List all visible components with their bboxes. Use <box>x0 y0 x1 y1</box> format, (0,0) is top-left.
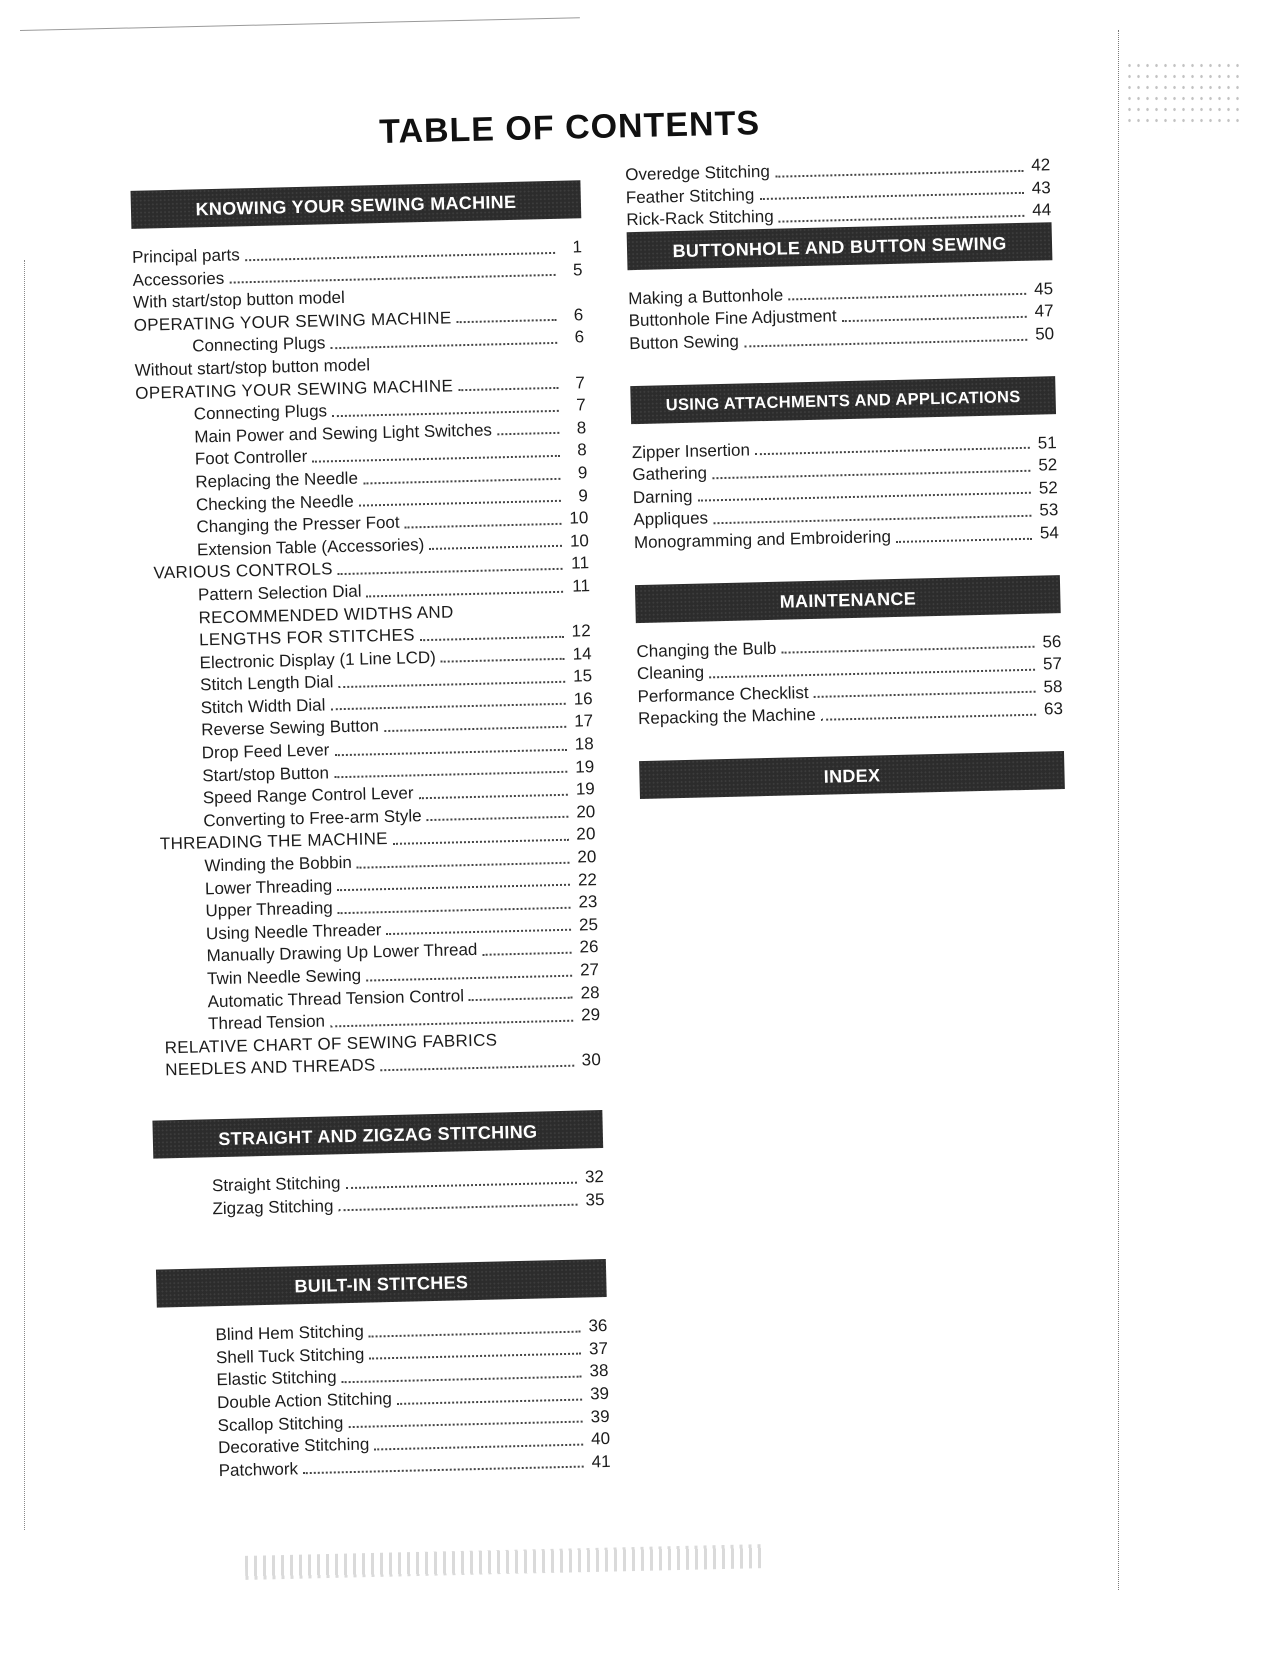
toc-entry-list <box>153 1148 604 1222</box>
toc-entry-label: Replacing the Needle <box>195 468 359 492</box>
dot-leader <box>369 1330 581 1337</box>
dot-leader <box>713 515 1031 524</box>
toc-page-number: 25 <box>578 914 599 935</box>
toc-entry-label: Pattern Selection Dial <box>197 581 362 605</box>
toc-page-number: 16 <box>573 689 593 709</box>
dot-leader <box>441 658 565 663</box>
toc-entry-label: Principal parts <box>131 245 240 267</box>
dot-leader <box>374 1443 583 1450</box>
dot-leader <box>338 907 571 914</box>
toc-page-number: 10 <box>569 530 590 551</box>
toc-section <box>627 222 1055 356</box>
toc-page-number: 29 <box>580 1005 601 1025</box>
toc-entry-label: Scallop Stitching <box>217 1412 344 1435</box>
toc-entry-label: Accessories <box>132 268 225 290</box>
toc-entry-label: Connecting Plugs <box>193 401 328 424</box>
toc-entry-list <box>628 260 1055 356</box>
dot-leader <box>712 470 1030 479</box>
toc-entry-label: Cleaning <box>636 662 705 684</box>
toc-entry-label: Reverse Sewing Button <box>201 716 380 740</box>
dot-leader <box>369 1353 581 1360</box>
toc-entry-list <box>157 1297 611 1484</box>
toc-entry-label: Stitch Width Dial <box>200 695 326 718</box>
toc-entry-label: Darning <box>632 486 693 507</box>
toc-entry-label: Button Sewing <box>629 331 740 354</box>
dot-leader <box>366 974 572 981</box>
toc-entry-label: Changing the Presser Foot <box>196 512 400 537</box>
toc-entry-label: Overedge Stitching <box>625 161 771 185</box>
toc-entry-label: Using Needle Threader <box>205 919 382 944</box>
toc-page-number: 15 <box>572 666 593 686</box>
dot-leader <box>348 1421 582 1429</box>
dot-leader <box>814 691 1036 698</box>
dot-leader <box>384 726 566 732</box>
toc-entry-label: Stitch Length Dial <box>199 672 334 695</box>
toc-entry-label: Foot Controller <box>194 447 308 469</box>
toc-page-number: 40 <box>590 1429 611 1449</box>
dot-leader <box>497 432 559 435</box>
dot-leader <box>896 537 1032 542</box>
toc-entry-label: LENGTHS FOR STITCHES <box>198 625 415 650</box>
toc-entry-label: Connecting Plugs <box>191 333 326 356</box>
toc-page-number: 56 <box>1042 631 1062 652</box>
toc-entry-label: Decorative Stitching <box>217 1434 370 1458</box>
toc-page-number: 50 <box>1034 324 1055 344</box>
toc-column-right <box>625 154 1066 829</box>
toc-page-number: 43 <box>1031 177 1051 198</box>
toc-page-number: 11 <box>570 553 590 573</box>
dot-leader <box>755 447 1030 455</box>
dot-leader <box>429 545 562 550</box>
toc-page-number: 10 <box>569 508 589 528</box>
toc-page-number: 7 <box>575 395 586 415</box>
toc-page-number: 5 <box>572 259 583 280</box>
toc-entry-list <box>636 613 1063 731</box>
toc-section <box>156 1259 611 1484</box>
dot-leader <box>420 635 564 640</box>
toc-page-number: 35 <box>585 1189 605 1210</box>
dot-leader <box>330 703 565 711</box>
dot-leader <box>334 771 567 778</box>
toc-entry-label: Without start/stop button model <box>134 355 371 380</box>
toc-page-number: 54 <box>1039 523 1060 543</box>
toc-entry-label: Elastic Stitching <box>216 1367 337 1390</box>
toc-page-number: 20 <box>577 847 597 867</box>
dot-leader <box>337 884 570 891</box>
toc-entry-label: Winding the Bobbin <box>204 852 353 876</box>
toc-page-number: 39 <box>590 1406 610 1426</box>
dot-leader <box>759 192 1023 200</box>
dot-leader <box>332 410 559 417</box>
dot-leader <box>779 215 1025 223</box>
toc-page-number: 26 <box>579 937 599 957</box>
toc-entry-label: Automatic Thread Tension Control <box>207 985 465 1011</box>
dot-leader <box>788 293 1026 301</box>
toc-page-number: 19 <box>575 779 595 799</box>
dot-leader <box>357 861 570 868</box>
toc-page-number: 58 <box>1043 676 1063 697</box>
toc-page-number: 39 <box>589 1383 610 1404</box>
dot-leader <box>312 455 560 463</box>
toc-page-number: 36 <box>588 1316 608 1336</box>
toc-entry-label: With start/stop button model <box>132 288 345 313</box>
dot-leader <box>458 387 558 391</box>
toc-entry-label: Blind Hem Stitching <box>215 1321 365 1345</box>
toc-entry-list <box>631 414 1059 555</box>
toc-page-number: 52 <box>1038 455 1058 475</box>
toc-page-number: 20 <box>576 801 596 822</box>
toc-entry-label: Straight Stitching <box>211 1173 341 1196</box>
toc-page-number: 51 <box>1037 432 1057 453</box>
toc-entry-label: Converting to Free-arm Style <box>203 806 422 831</box>
toc-entry-label: Rick-Rack Stitching <box>626 206 774 230</box>
dot-leader <box>469 997 573 1001</box>
toc-page-number: 20 <box>576 824 597 845</box>
toc-entry-label: Gathering <box>632 463 708 485</box>
dot-leader <box>781 646 1034 654</box>
toc-entry-label: Upper Threading <box>205 898 333 921</box>
dot-leader <box>359 500 561 507</box>
toc-section <box>630 376 1059 555</box>
section-heading-banner: STRAIGHT AND ZIGZAG STITCHING <box>152 1110 603 1159</box>
section-heading-banner: BUTTONHOLE AND BUTTON SEWING <box>627 222 1053 270</box>
dot-leader <box>482 952 571 956</box>
toc-page-number: 19 <box>575 756 595 777</box>
toc-entry-label: Appliques <box>633 508 709 530</box>
dot-leader <box>405 523 562 529</box>
section-heading-banner: KNOWING YOUR SEWING MACHINE <box>131 180 582 229</box>
toc-entry-label: THREADING THE MACHINE <box>159 829 389 854</box>
toc-page-number: 1 <box>572 237 583 257</box>
dot-leader <box>342 1376 582 1384</box>
toc-page-number: 18 <box>574 734 594 754</box>
toc-page-number: 41 <box>591 1451 611 1472</box>
dot-leader <box>381 1065 575 1072</box>
toc-section <box>131 180 602 1082</box>
section-heading-banner: BUILT-IN STITCHES <box>156 1259 607 1308</box>
toc-page-number: 14 <box>572 643 592 664</box>
toc-entry-label: Zipper Insertion <box>631 439 751 462</box>
dot-leader <box>387 929 572 935</box>
dot-leader <box>419 794 568 800</box>
toc-entry-label: Buttonhole Fine Adjustment <box>628 306 837 331</box>
section-heading-banner: USING ATTACHMENTS AND APPLICATIONS <box>630 376 1056 424</box>
toc-page-number: 28 <box>580 982 600 1003</box>
toc-entry-label: RELATIVE CHART OF SEWING FABRICS <box>164 1030 498 1058</box>
section-heading-banner: MAINTENANCE <box>635 575 1061 623</box>
toc-entry-label: Zigzag Stitching <box>212 1195 334 1218</box>
toc-entry-label: Electronic Display (1 Line LCD) <box>199 647 437 673</box>
toc-entry-label: Drop Feed Lever <box>201 740 330 763</box>
toc-entry-label: Shell Tuck Stitching <box>215 1344 365 1367</box>
toc-page-number: 22 <box>577 869 598 890</box>
toc-page-number: 63 <box>1043 699 1064 719</box>
toc-column-left <box>131 180 612 1522</box>
toc-entry-label: Monogramming and Embroidering <box>633 527 892 553</box>
toc-entry-label: OPERATING YOUR SEWING MACHINE <box>133 308 452 335</box>
toc-entry-label: Twin Needle Sewing <box>206 965 362 989</box>
toc-page-number: 45 <box>1033 278 1054 299</box>
dot-leader <box>457 319 557 323</box>
toc-page-number: 9 <box>577 463 588 483</box>
toc-entry-label: Changing the Bulb <box>636 638 777 661</box>
dot-leader <box>334 748 566 755</box>
toc-page-number: 57 <box>1042 654 1063 674</box>
dot-leader <box>744 338 1027 347</box>
page-title: TABLE OF CONTENTS <box>378 104 761 152</box>
toc-entry-list <box>131 218 601 1082</box>
toc-page-number: 11 <box>572 576 591 596</box>
toc-section <box>639 751 1065 799</box>
toc-page-number: 44 <box>1032 200 1052 220</box>
dot-leader <box>821 714 1036 721</box>
toc-entry-label: Repacking the Machine <box>637 705 816 729</box>
toc-entry-label: Thread Tension <box>207 1011 326 1034</box>
dot-leader <box>842 316 1027 322</box>
toc-page-number: 17 <box>573 711 594 732</box>
toc-entry-list <box>625 154 1051 232</box>
toc-page-number: 38 <box>589 1361 609 1381</box>
dot-leader <box>397 1398 582 1404</box>
toc-entry-label: RECOMMENDED WIDTHS AND <box>198 601 454 627</box>
toc-page-number: 23 <box>578 892 598 912</box>
toc-page-number: 42 <box>1031 155 1051 175</box>
toc-page-number: 30 <box>581 1050 602 1070</box>
dot-leader <box>338 681 565 688</box>
toc-entry-label: Double Action Stitching <box>216 1389 393 1413</box>
toc-page-number: 12 <box>571 621 592 641</box>
toc-page-number: 6 <box>574 327 585 347</box>
dot-leader <box>346 1181 577 1188</box>
toc-section <box>625 154 1051 232</box>
toc-entry-label: Feather Stitching <box>625 184 755 207</box>
toc-entry-label: NEEDLES AND THREADS <box>165 1055 376 1080</box>
dot-leader <box>393 839 569 845</box>
toc-entry-label: Speed Range Control Lever <box>202 783 414 808</box>
toc-entry-label: Making a Buttonhole <box>627 285 784 308</box>
toc-entry-label: Extension Table (Accessories) <box>196 534 425 560</box>
toc-entry-label: Performance Checklist <box>637 682 809 706</box>
toc-page-number: 53 <box>1039 500 1059 520</box>
toc-page-number: 8 <box>576 417 587 438</box>
dot-leader <box>245 252 555 261</box>
dot-leader <box>331 342 558 349</box>
toc-entry-label: Main Power and Sewing Light Switches <box>194 420 493 447</box>
toc-entry-label: VARIOUS CONTROLS <box>153 559 333 583</box>
dot-leader <box>303 1466 584 1475</box>
toc-page-number: 8 <box>577 440 587 460</box>
toc-entry-label: Lower Threading <box>204 875 333 898</box>
toc-entry-label: Start/stop Button <box>202 763 330 786</box>
dot-leader <box>363 477 560 484</box>
toc-page-number: 47 <box>1034 301 1054 321</box>
toc-entry-label: Manually Drawing Up Lower Thread <box>206 940 478 966</box>
toc-page-number: 27 <box>579 960 600 980</box>
section-heading-banner: INDEX <box>639 751 1065 799</box>
toc-entry-label: Patchwork <box>218 1459 299 1480</box>
toc-page-number: 32 <box>584 1166 605 1187</box>
dot-leader <box>330 1019 573 1027</box>
toc-page-number: 9 <box>578 485 589 505</box>
toc-page-number: 37 <box>588 1338 609 1359</box>
dot-leader <box>427 816 569 821</box>
toc-section <box>635 575 1063 731</box>
toc-page-number: 6 <box>573 305 584 325</box>
dot-leader <box>338 568 563 575</box>
toc-page-number: 52 <box>1038 477 1058 498</box>
toc-entry-label: OPERATING YOUR SEWING MACHINE <box>135 375 454 403</box>
toc-entry-label: Checking the Needle <box>195 491 354 514</box>
dot-leader <box>339 1204 578 1212</box>
dot-leader <box>367 590 564 597</box>
dot-leader <box>775 169 1023 177</box>
toc-section <box>152 1110 604 1222</box>
toc-page-number: 7 <box>575 372 586 393</box>
